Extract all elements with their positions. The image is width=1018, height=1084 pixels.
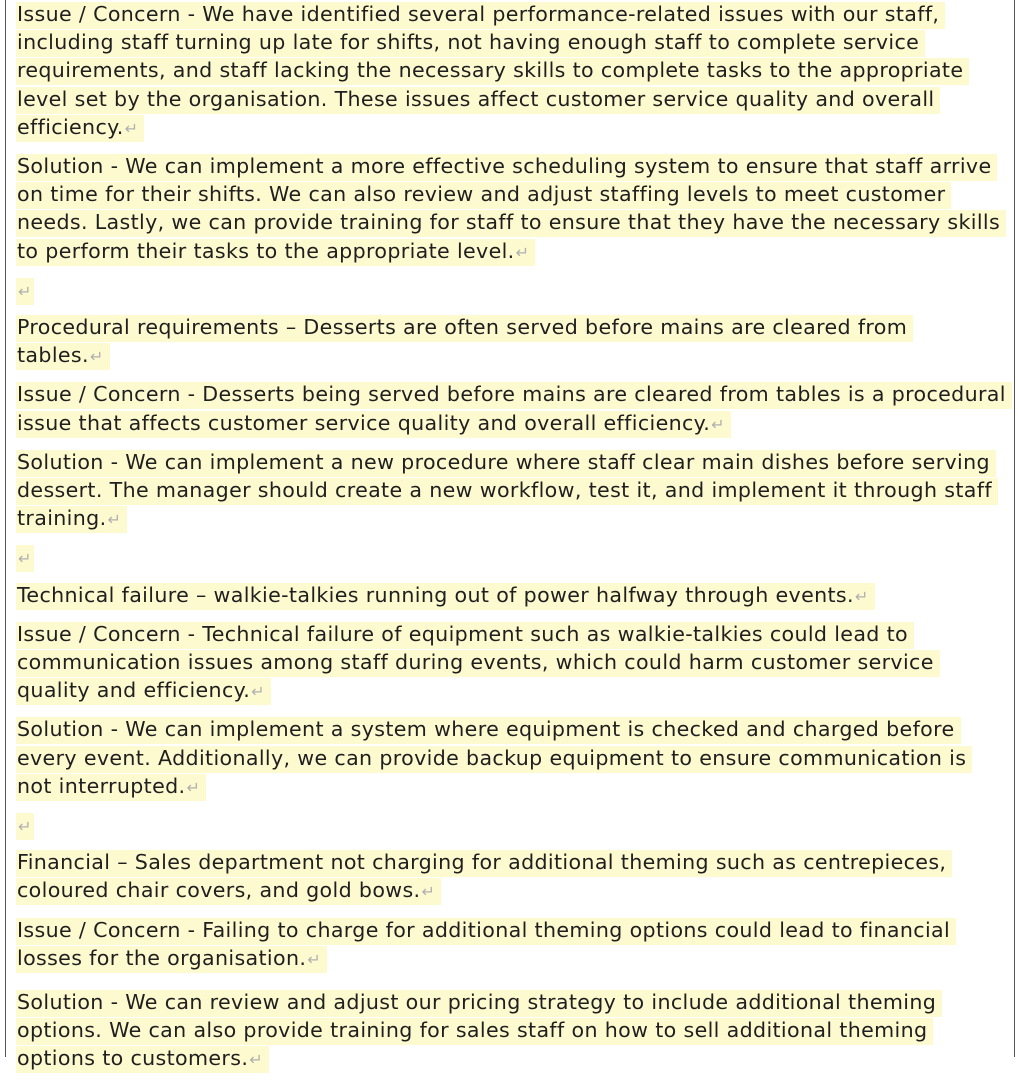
- paragraph-technical-issue[interactable]: Issue / Concern - Technical failure of equipment such as walkie-talkies could lead to communication issues among staff during events, which could harm customer service quality and efficiency.↵: [16, 620, 1006, 707]
- document-body[interactable]: [16, 0, 1006, 1084]
- paragraph-mark-icon: ↵: [251, 682, 265, 702]
- paragraph-mark-icon: ↵: [515, 242, 530, 262]
- paragraph-mark-icon: ↵: [18, 549, 32, 569]
- empty-paragraph[interactable]: [16, 811, 1006, 839]
- paragraph-financial-solution[interactable]: Solution - We can review and adjust our pricing strategy to include additional theming options. We can also provide training for sales staff on how to sell additional theming options to customers.↵: [16, 988, 1006, 1075]
- paragraph-mark-icon: ↵: [89, 347, 104, 367]
- paragraph-financial-issue[interactable]: Issue / Concern - Failing to charge for additional theming options could lead to financial losses for the organisation.↵: [16, 916, 1006, 974]
- paragraph-mark-icon: ↵: [421, 882, 436, 902]
- paragraph-mark-icon: ↵: [249, 1050, 263, 1070]
- paragraph-financial-heading[interactable]: Financial – Sales department not charging for additional theming such as centrepieces, coloured chair covers, and gold bows.↵: [16, 848, 1006, 906]
- paragraph-performance-solution[interactable]: Solution - We can implement a more effective scheduling system to ensure that staff arrive on time for their shifts. We can also review and adjust staffing levels to meet customer needs. Lastly, we can provide training for staff to ensure that they have the necessary skills to perform their tasks to the appropriate level.↵: [16, 152, 1006, 267]
- paragraph-mark-icon: ↵: [307, 949, 322, 969]
- paragraph-mark-icon: ↵: [18, 281, 32, 301]
- paragraph-mark-icon: ↵: [124, 118, 139, 138]
- paragraph-performance-issue[interactable]: Issue / Concern - We have identified several performance-related issues with our staff, including staff turning up late for shifts, not having enough staff to complete service requirements, and staff lacking the necessary skills to complete tasks to the appropriate level set by the organisation. These issues affect customer service quality and overall efficiency.↵: [16, 0, 1006, 143]
- paragraph-mark-icon: ↵: [107, 510, 122, 530]
- document-page: [5, 0, 1015, 1071]
- empty-paragraph[interactable]: [16, 543, 1006, 571]
- paragraph-procedural-heading[interactable]: Procedural requirements – Desserts are often served before mains are cleared from tables.↵: [16, 313, 1006, 371]
- paragraph-technical-heading[interactable]: Technical failure – walkie-talkies running out of power halfway through events.↵: [16, 581, 1006, 611]
- paragraph-mark-icon: ↵: [18, 817, 32, 837]
- empty-paragraph[interactable]: [16, 276, 1006, 304]
- paragraph-technical-solution[interactable]: Solution - We can implement a system where equipment is checked and charged before every event. Additionally, we can provide backup equipment to ensure communication is not interrupted.↵: [16, 715, 1006, 802]
- paragraph-mark-icon: ↵: [711, 414, 725, 434]
- paragraph-procedural-solution[interactable]: Solution - We can implement a new procedure where staff clear main dishes before serving dessert. The manager should create a new workflow, test it, and implement it through staff training.↵: [16, 448, 1006, 535]
- paragraph-procedural-issue[interactable]: Issue / Concern - Desserts being served before mains are cleared from tables is a procedural issue that affects customer service quality and overall efficiency.↵: [16, 380, 1006, 438]
- paragraph-mark-icon: ↵: [854, 586, 869, 606]
- paragraph-mark-icon: ↵: [186, 777, 201, 797]
